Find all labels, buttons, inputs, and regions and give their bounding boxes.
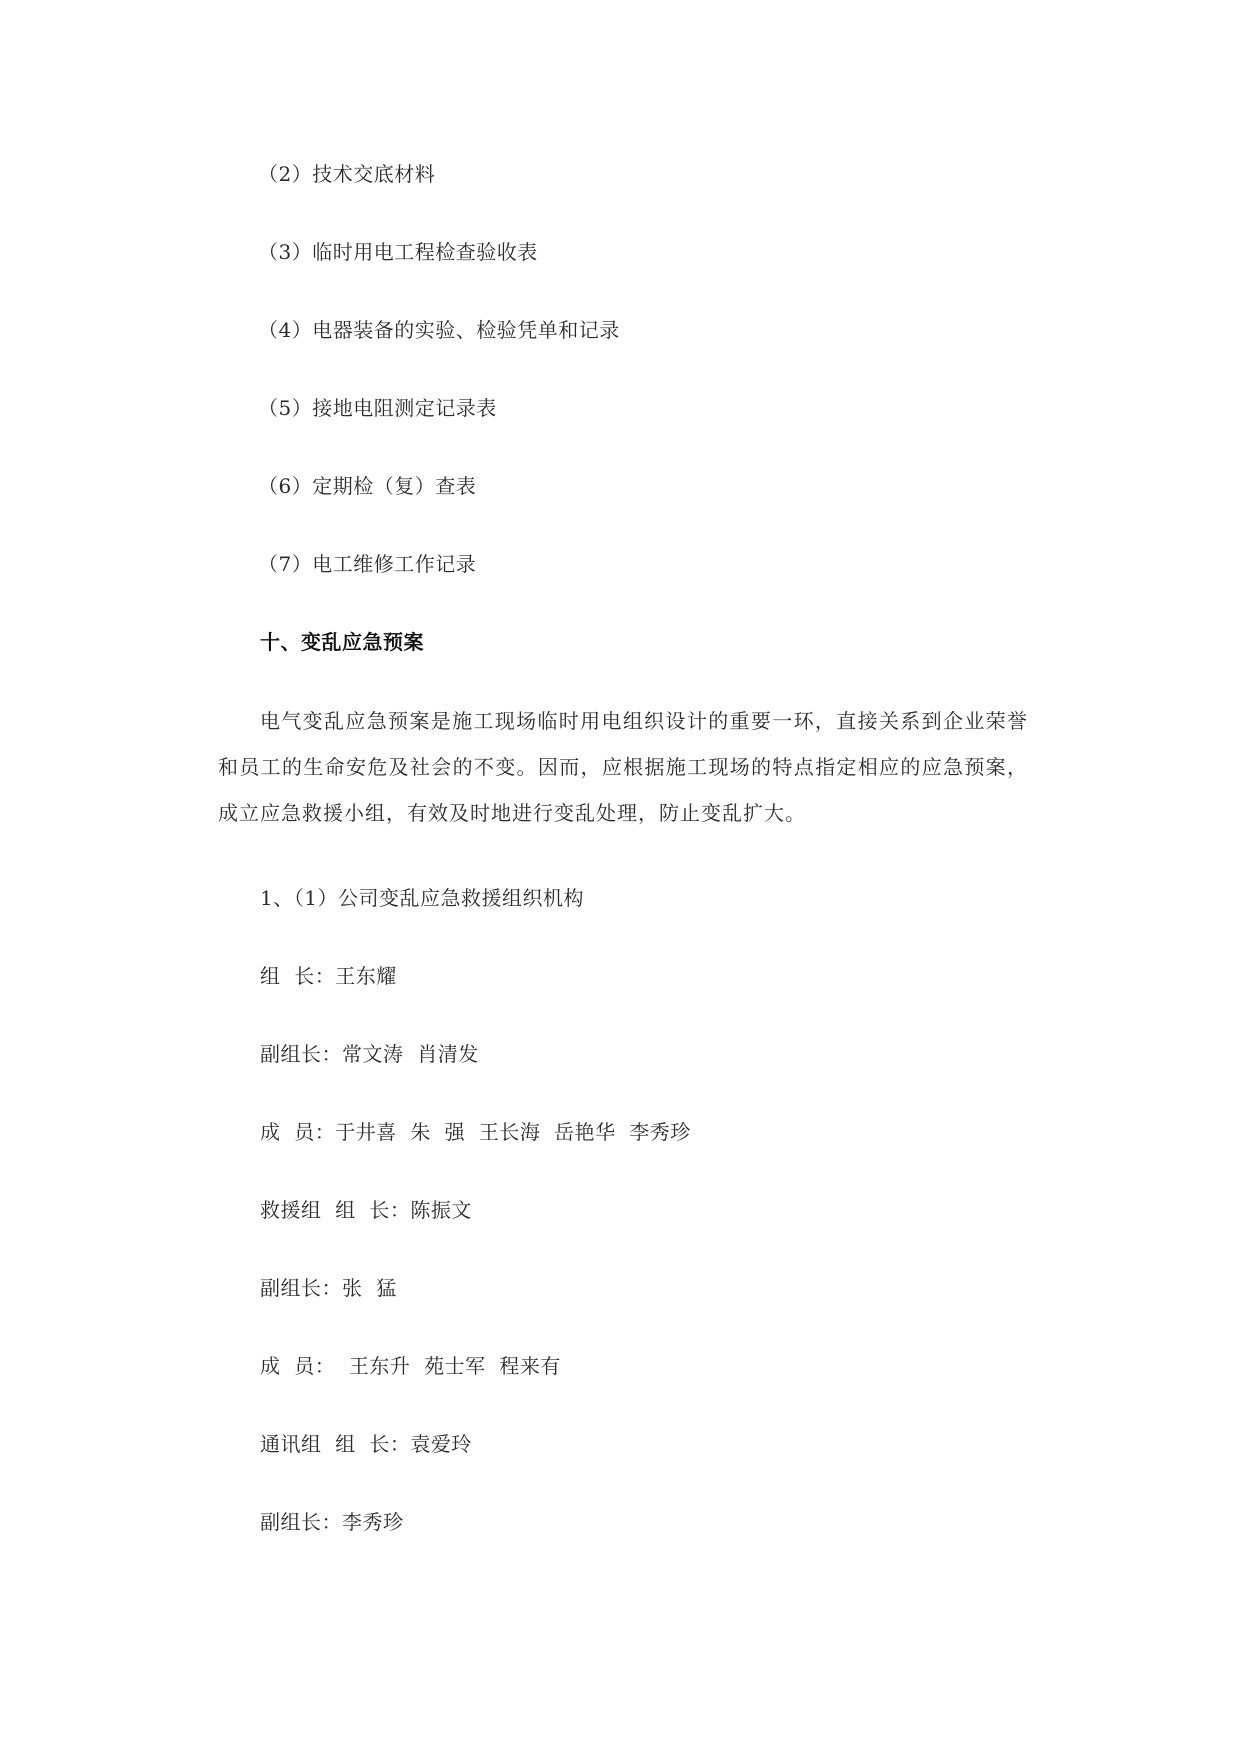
list-item: （4）电器装备的实验、检验凭单和记录	[258, 318, 620, 342]
list-item: （3）临时用电工程检查验收表	[258, 240, 538, 264]
org-line: 救援组 组 长：陈振文	[260, 1198, 472, 1222]
org-line: 1、（1）公司变乱应急救援组织机构	[260, 886, 584, 910]
org-line: 组 长：王东耀	[260, 964, 397, 988]
body-paragraph: 电气变乱应急预案是施工现场临时用电组织设计的重要一环，直接关系到企业荣誉和员工的生命安危及社会的不变。因而，应根据施工现场的特点指定相应的应急预案，成立应急救援小组，有效及时地进行变乱处理，防止变乱扩大。	[218, 709, 1028, 825]
org-line: 成 员：于井喜 朱 强 王长海 岳艳华 李秀珍	[260, 1120, 691, 1144]
section-heading: 十、变乱应急预案	[260, 630, 424, 654]
list-item: （2）技术交底材料	[258, 162, 436, 186]
list-item: （5）接地电阻测定记录表	[258, 396, 497, 420]
list-item: （6）定期检（复）查表	[258, 474, 477, 498]
org-line: 副组长：张 猛	[260, 1276, 397, 1300]
list-item: （7）电工维修工作记录	[258, 552, 477, 576]
org-line: 副组长：常文涛 肖清发	[260, 1042, 479, 1066]
org-line: 成 员： 王东升 苑士军 程来有	[260, 1354, 561, 1378]
org-line: 副组长：李秀珍	[260, 1510, 404, 1534]
org-line: 通讯组 组 长：袁爱玲	[260, 1432, 472, 1456]
